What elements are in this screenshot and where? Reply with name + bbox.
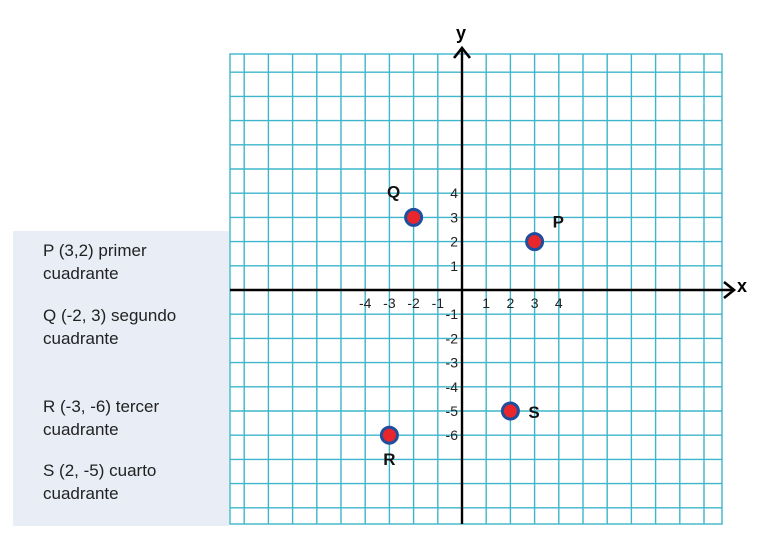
data-point-r	[381, 427, 397, 443]
x-tick-label: -1	[431, 295, 445, 311]
point-label-r: R	[383, 450, 396, 470]
point-label-s: S	[528, 403, 540, 422]
x-tick-label: -3	[383, 295, 396, 311]
y-tick-label: 3	[450, 209, 458, 226]
x-axis-label: x	[737, 276, 748, 296]
x-tick-label: 1	[482, 295, 491, 311]
x-tick-label: 4	[554, 295, 563, 311]
legend-entry-s: S (2, -5) cuarto cuadrante	[43, 461, 157, 503]
point-label-p: P	[552, 212, 564, 232]
y-tick-label: 2	[450, 233, 458, 250]
y-tick-label: -3	[445, 354, 458, 371]
x-tick-label: 3	[530, 295, 539, 311]
y-tick-label: -6	[445, 427, 458, 444]
y-axis-label: y	[456, 23, 467, 43]
y-tick-label: -5	[445, 403, 458, 419]
data-point-s	[502, 403, 518, 419]
y-tick-label: -1	[445, 306, 458, 323]
data-point-q	[406, 209, 422, 225]
point-label-q: Q	[386, 182, 401, 202]
legend-entry-p: P (3,2) primer cuadrante	[43, 241, 147, 283]
y-tick-label: -4	[445, 378, 458, 395]
legend-entry-r: R (-3, -6) tercer cuadrante	[43, 397, 160, 439]
y-tick-label: 1	[450, 257, 458, 274]
legend-entry-q: Q (-2, 3) segundo cuadrante	[43, 306, 177, 348]
x-tick-label: -4	[358, 295, 372, 311]
x-tick-label: 2	[506, 295, 515, 311]
y-tick-label: 4	[450, 185, 458, 202]
x-tick-label: -2	[407, 295, 420, 311]
y-tick-label: -2	[445, 330, 458, 347]
data-point-p	[527, 234, 543, 250]
